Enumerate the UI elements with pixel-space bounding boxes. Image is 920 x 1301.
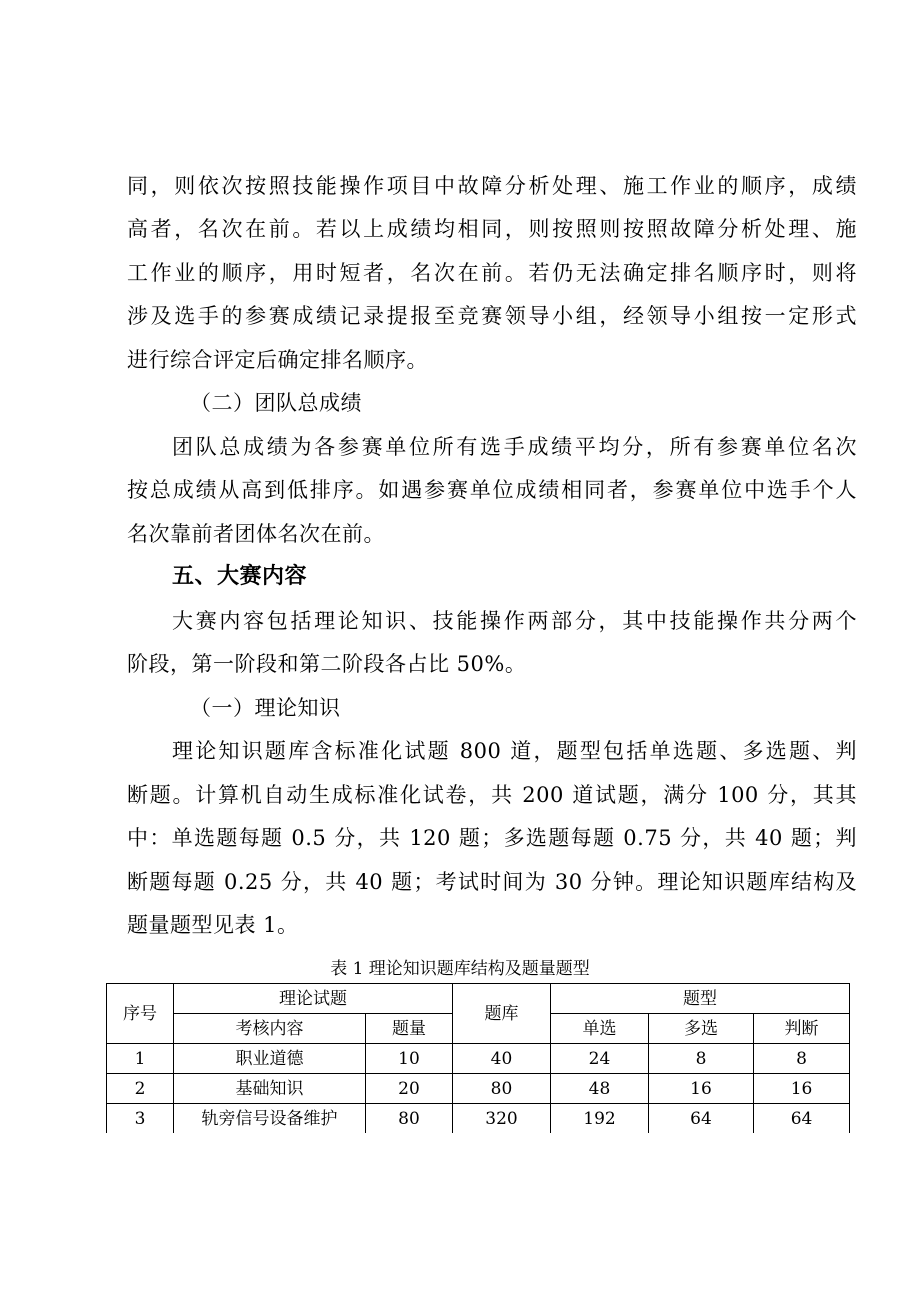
paragraph-line: 阶段，第一阶段和第二阶段各占比 50%。 <box>127 652 527 676</box>
paragraph-line: 题量题型见表 1。 <box>127 913 299 937</box>
paragraph-line: 中：单选题每题 0.5 分，共 120 题；多选题每题 0.75 分，共 40 题；判 <box>127 826 857 850</box>
paragraph-line: 按总成绩从高到低排序。如遇参赛单位成绩相同者，参赛单位中选手个人 <box>127 478 857 502</box>
paragraph-line: 高者，名次在前。若以上成绩均相同，则按照则按照故障分析处理、施 <box>127 217 857 241</box>
cell-multi: 64 <box>649 1104 754 1134</box>
paragraph-line: 断题。计算机自动生成标准化试卷，共 200 道试题，满分 100 分，其其 <box>127 783 857 807</box>
cell-multi: 8 <box>649 1044 754 1074</box>
header-seq: 序号 <box>107 984 174 1044</box>
paragraph-line: 断题每题 0.25 分，共 40 题；考试时间为 30 分钟。理论知识题库结构及 <box>127 870 857 894</box>
paragraph-line: 团队总成绩为各参赛单位所有选手成绩平均分，所有参赛单位名次 <box>172 435 857 459</box>
table-caption: 表 1 理论知识题库结构及题量题型 <box>330 959 590 979</box>
cell-single: 24 <box>551 1044 649 1074</box>
cell-content: 轨旁信号设备维护 <box>174 1104 366 1134</box>
paragraph-line: 名次靠前者团体名次在前。 <box>127 522 385 546</box>
cell-content: 基础知识 <box>174 1074 366 1104</box>
header-bank: 题库 <box>453 984 551 1044</box>
paragraph-line: 理论知识题库含标准化试题 800 道，题型包括单选题、多选题、判 <box>172 739 857 763</box>
paragraph-line: 工作业的顺序，用时短者，名次在前。若仍无法确定排名顺序时，则将 <box>127 261 857 285</box>
cell-count: 80 <box>366 1104 453 1134</box>
table-header-row <box>107 984 850 1014</box>
header-single: 单选 <box>551 1014 649 1044</box>
question-bank-table <box>106 983 850 1133</box>
cell-bank: 320 <box>453 1104 551 1134</box>
cell-judge: 64 <box>754 1104 850 1134</box>
section-heading: 五、大赛内容 <box>172 564 308 589</box>
paragraph-line: 涉及选手的参赛成绩记录提报至竞赛领导小组，经领导小组按一定形式 <box>127 304 857 328</box>
paragraph-line: 进行综合评定后确定排名顺序。 <box>127 348 428 372</box>
header-count: 题量 <box>366 1014 453 1044</box>
subheading-theory: （一）理论知识 <box>190 696 341 720</box>
table-row <box>107 1104 850 1134</box>
header-content: 考核内容 <box>174 1014 366 1044</box>
header-multi: 多选 <box>649 1014 754 1044</box>
header-theory: 理论试题 <box>174 984 453 1014</box>
table-row <box>107 1044 850 1074</box>
cell-count: 10 <box>366 1044 453 1074</box>
table-row <box>107 1074 850 1104</box>
cell-judge: 16 <box>754 1074 850 1104</box>
cell-count: 20 <box>366 1074 453 1104</box>
cell-seq: 2 <box>107 1074 174 1104</box>
cell-seq: 3 <box>107 1104 174 1134</box>
cell-content: 职业道德 <box>174 1044 366 1074</box>
cell-bank: 80 <box>453 1074 551 1104</box>
cell-seq: 1 <box>107 1044 174 1074</box>
header-type: 题型 <box>551 984 850 1014</box>
paragraph-line: 同，则依次按照技能操作项目中故障分析处理、施工作业的顺序，成绩 <box>127 174 857 198</box>
paragraph-line: 大赛内容包括理论知识、技能操作两部分，其中技能操作共分两个 <box>172 609 857 633</box>
cell-single: 48 <box>551 1074 649 1104</box>
subheading-team-score: （二）团队总成绩 <box>190 391 362 415</box>
cell-multi: 16 <box>649 1074 754 1104</box>
header-judge: 判断 <box>754 1014 850 1044</box>
cell-single: 192 <box>551 1104 649 1134</box>
cell-bank: 40 <box>453 1044 551 1074</box>
cell-judge: 8 <box>754 1044 850 1074</box>
